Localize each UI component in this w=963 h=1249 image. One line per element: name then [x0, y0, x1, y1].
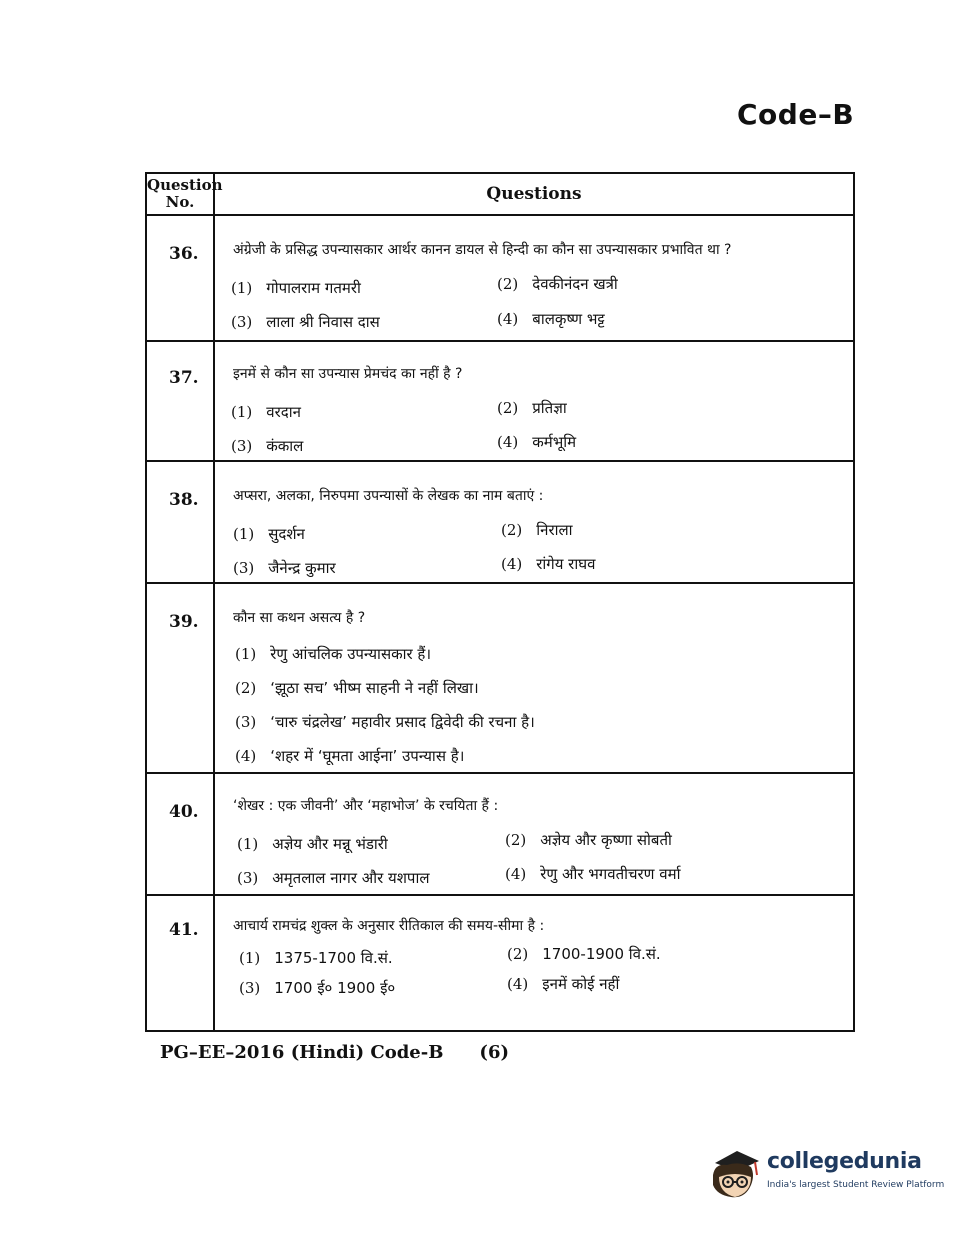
table-header: [147, 174, 853, 216]
question-text: ‘शेखर : एक जीवनी’ और ‘महाभोज’ के रचयिता हैं :: [233, 798, 499, 814]
question-row-38: [147, 462, 853, 584]
question-number: 40.: [169, 802, 199, 822]
option-3: (3) जैनेन्द्र कुमार: [233, 559, 336, 577]
collegedunia-logo: [705, 1145, 945, 1205]
option-3: (3) ‘चारु चंद्रलेख’ महावीर प्रसाद द्विवेदी की रचना है।: [235, 713, 535, 731]
page-footer: [160, 1042, 509, 1063]
paper-code-heading: Code–B: [737, 98, 855, 131]
question-row-36: [147, 216, 853, 342]
option-3: (3) कंकाल: [231, 437, 304, 455]
student-face-icon: [705, 1145, 765, 1205]
option-1: (1) गोपालराम गतमरी: [231, 279, 361, 297]
option-2: (2) ‘झूठा सच’ भीष्म साहनी ने नहीं लिखा।: [235, 679, 479, 697]
option-4: (4) रांगेय राघव: [501, 555, 596, 573]
question-text: कौन सा कथन असत्य है ?: [233, 610, 366, 626]
option-2: (2) अज्ञेय और कृष्णा सोबती: [505, 831, 672, 849]
question-text: अप्सरा, अलका, निरुपमा उपन्यासों के लेखक का नाम बताएं :: [233, 488, 544, 504]
question-number: 36.: [169, 244, 199, 264]
question-number: 39.: [169, 612, 199, 632]
option-2: (2) 1700-1900 वि.सं.: [507, 945, 661, 963]
question-row-39: [147, 584, 853, 774]
option-2: (2) देवकीनंदन खत्री: [497, 275, 618, 293]
question-number-column-header: Question No.: [147, 174, 215, 214]
option-2: (2) प्रतिज्ञा: [497, 399, 567, 417]
option-4: (4) बालकृष्ण भट्ट: [497, 310, 605, 328]
option-4: (4) ‘शहर में ‘घूमता आईना’ उपन्यास है।: [235, 747, 465, 765]
question-text: इनमें से कौन सा उपन्यास प्रेमचंद का नहीं है ?: [233, 366, 463, 382]
footer-paper-code: PG–EE–2016 (Hindi) Code-B: [160, 1042, 444, 1063]
option-1: (1) सुदर्शन: [233, 525, 305, 543]
logo-tagline: India's largest Student Review Platform: [767, 1180, 945, 1190]
question-row-37: [147, 342, 853, 462]
option-1: (1) रेणु आंचलिक उपन्यासकार हैं।: [235, 645, 432, 663]
option-3: (3) 1700 ई० 1900 ई०: [239, 979, 396, 997]
option-3: (3) लाला श्री निवास दास: [231, 313, 380, 331]
questions-table: [145, 172, 855, 1032]
option-1: (1) वरदान: [231, 403, 301, 421]
option-3: (3) अमृतलाल नागर और यशपाल: [237, 869, 430, 887]
page-number: (6): [479, 1042, 509, 1063]
option-2: (2) निराला: [501, 521, 573, 539]
question-number: 41.: [169, 920, 199, 940]
logo-wordmark: collegedunia: [767, 1149, 922, 1174]
question-number: 38.: [169, 490, 199, 510]
option-1: (1) अज्ञेय और मन्नू भंडारी: [237, 835, 388, 853]
question-row-41: [147, 896, 853, 1032]
question-row-40: [147, 774, 853, 896]
question-text: अंग्रेजी के प्रसिद्ध उपन्यासकार आर्थर कानन डायल से हिन्दी का कौन सा उपन्यासकार प्रभावित था ?: [233, 242, 732, 258]
option-1: (1) 1375-1700 वि.सं.: [239, 949, 393, 967]
option-4: (4) रेणु और भगवतीचरण वर्मा: [505, 865, 681, 883]
question-number: 37.: [169, 368, 199, 388]
questions-column-header: Questions: [486, 184, 582, 204]
question-text: आचार्य रामचंद्र शुक्ल के अनुसार रीतिकाल की समय-सीमा है :: [233, 918, 545, 934]
option-4: (4) कर्मभूमि: [497, 433, 577, 451]
option-4: (4) इनमें कोई नहीं: [507, 975, 620, 993]
